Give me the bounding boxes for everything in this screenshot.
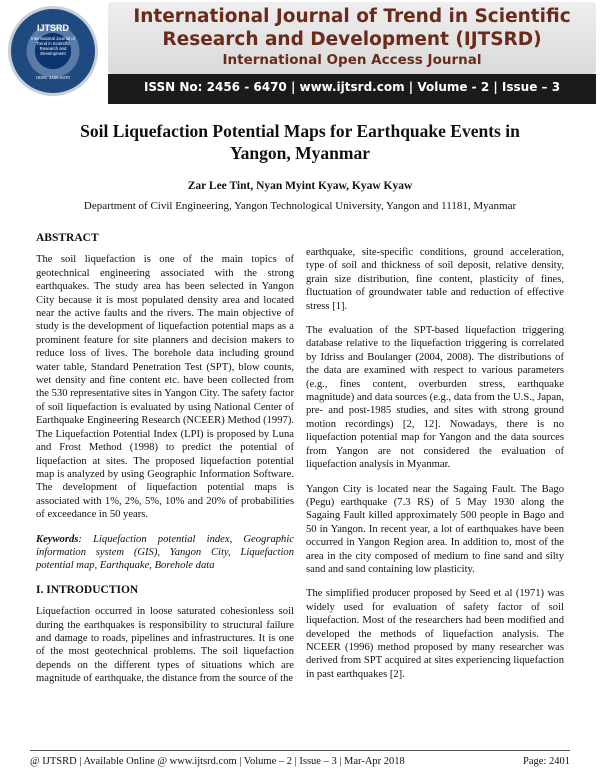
journal-name-line1: International Journal of Trend in Scientific <box>133 6 571 27</box>
page-footer <box>30 756 570 767</box>
logo-full-name: International Journal of Trend in Scientific Research and Development <box>31 36 75 56</box>
journal-name-line2: Research and Development (IJTSRD) <box>162 29 542 50</box>
keywords-text: : Liquefaction potential index, Geographic information system (GIS), Yangon City, Liquefaction potential map, Earthquake, Borehole data <box>36 533 294 572</box>
abstract-paragraph: The soil liquefaction is one of the main topics of geotechnical engineering associated with the strong earthquakes. The study area has been selected in Yangon City because it is most populated density area and located near the active faults and the rivers. The main objective of study is the development of liquefaction potential maps as a prominent feature for site planners and decision makers to reduce loss of lives. The borehole data including ground water table, Standard Penetration Test (SPT), blow counts, wet density and fine content etc. have been collected from the 530 representative sites in Yangon City. The safety factor of soil liquefaction is evaluated by using National Center of Earthquake Engineering Research (NCEER) Method (1997). The Liquefaction Potential Index (LPI) is proposed by Luna and Frost Method (1998) to predict the potential of liquefaction at sites. The proposed liquefaction potential map is analyzed by using Geographic Information Software. The development of liquefaction potential maps is associated with 1%, 2%, 5%, 10% and 20% of probabilities of exceedance in 50 years. <box>36 254 294 521</box>
paper-title-line1: Soil Liquefaction Potential Maps for Earthquake Events in <box>80 121 520 141</box>
footer-divider <box>30 750 570 751</box>
journal-banner <box>0 0 600 104</box>
paper-affiliation: Department of Civil Engineering, Yangon Technological University, Yangon and 11181, Myanmar <box>83 200 517 212</box>
right-column <box>306 246 564 692</box>
logo-issn: ISSN: 2456-6470 <box>36 75 70 80</box>
right-paragraph-4: The simplified producer proposed by Seed et al (1971) was widely used for evaluation of safety factor of soil liquefaction. Most of the researchers had been modified and developed the methods of liquefaction analysis. The NCEER (1996) method proposed by many researcher was derived from SPT acquired at sites experiencing liquefaction in past earthquakes [2]. <box>306 588 564 680</box>
keywords-paragraph <box>36 533 294 573</box>
page-number: Page: 2401 <box>523 756 570 767</box>
journal-name <box>108 5 596 51</box>
introduction-heading: I. INTRODUCTION <box>36 583 139 596</box>
right-paragraph-1: earthquake, site-specific conditions, ground acceleration, type of soil and thickness of soil deposit, relative density, grain size distribution, fine content, plasticity of fines, fluctuation of groundwater table and reduction of effective stress [1]. <box>306 247 564 312</box>
paper-title-line2: Yangon, Myanmar <box>229 143 370 163</box>
right-paragraph-3: Yangon City is located near the Sagaing Fault. The Bago (Pegu) earthquake (7.3 RS) of 5 May 1930 along the Sagaing Fault killed approximately 500 people in Bago and 50 in Yangon. In recent year, a lot of earthquakes have been occurred in Yangon Region area. In addition to, most of the area in the city composed of medium to fine sand and silty sand and sand containing low plasticity. <box>306 483 564 575</box>
right-paragraph-2: The evaluation of the SPT-based liquefaction triggering database relative to the liquefaction triggering is correlated by Idriss and Boulanger (2004, 2008). The distributions of the data are examined with respect to various parameters (e.g., fines content, overburden stress, earthquake magnitude) and data sources (e.g., data from the U.S., Japan, pre- and post-1985 studies, and sites with strong ground motion recordings) [2, 12]. Nowadays, there is no liquefaction potential map for Yangon and the data sources from Yangon are not considered the evaluation of liquefaction analysis in Myanmar. <box>306 325 564 471</box>
footer-citation: @ IJTSRD | Available Online @ www.ijtsrd.com | Volume – 2 | Issue – 3 | Mar-Apr 2018 <box>30 756 405 767</box>
journal-logo <box>8 6 98 96</box>
open-access-label: International Open Access Journal <box>222 52 482 68</box>
issn-line: ISSN No: 2456 - 6470 | www.ijtsrd.com | Volume - 2 | Issue – 3 <box>143 80 561 94</box>
keywords-label: Keywords <box>36 533 79 545</box>
logo-abbreviation: IJTSRD <box>36 23 69 33</box>
abstract-heading: ABSTRACT <box>36 232 99 244</box>
paper-title <box>40 120 560 164</box>
introduction-paragraph: Liquefaction occurred in loose saturated cohesionless soil during the earthquakes is responsibility to structural failure and damage to roads, pipelines and infrastructures. It is one of the most geotechnical problems. The soil liquefaction depends on the different types of situations which are magnitude of earthquake, the distance from the source of the <box>36 606 294 685</box>
left-column <box>36 232 294 697</box>
paper-authors: Zar Lee Tint, Nyan Myint Kyaw, Kyaw Kyaw <box>187 180 413 192</box>
